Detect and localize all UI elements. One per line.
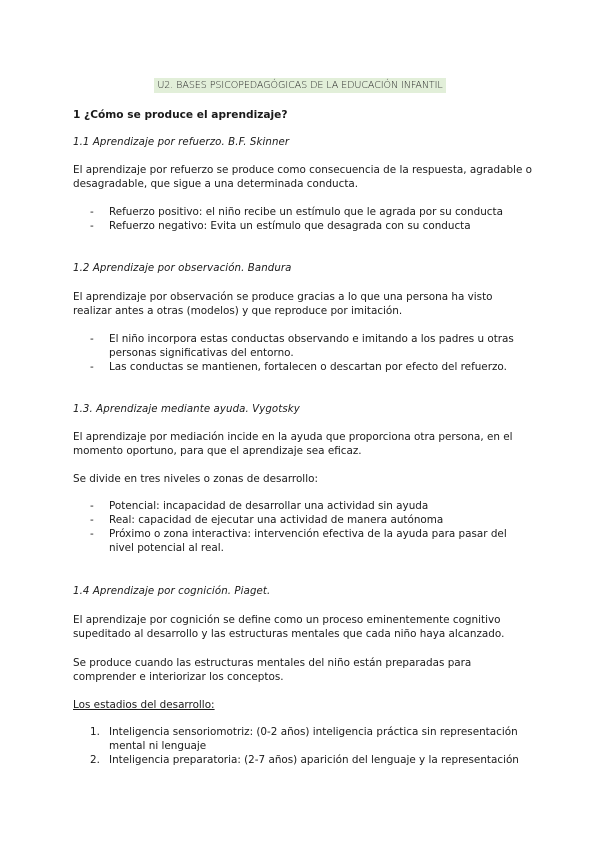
document-title: U2. BASES PSICOPEDAGÓGICAS DE LA EDUCACIÓN INFANTIL <box>154 78 445 93</box>
heading-1-3: 1.3. Aprendizaje mediante ayuda. Vygotsky <box>73 404 300 415</box>
paragraph-1-1: El aprendizaje por refuerzo se produce como consecuencia de la respuesta, agradable o desagradable, que sigue a una determinada conducta. <box>73 164 532 190</box>
subheading-stages: Los estadios del desarrollo: <box>73 699 215 711</box>
bullet-dash: - <box>90 206 94 218</box>
heading-1-2: 1.2 Aprendizaje por observación. Bandura <box>73 263 292 274</box>
list-item: - Real: capacidad de ejecutar una actividad de manera autónoma <box>90 514 444 526</box>
title-wrap <box>0 73 600 93</box>
list-1-1 <box>90 205 530 233</box>
bullet-dash: - <box>90 361 94 373</box>
heading-1-4: 1.4 Aprendizaje por cognición. Piaget. <box>73 586 271 597</box>
paragraph-1-4b: Se produce cuando las estructuras mentales del niño están preparadas para comprender e interiorizar los conceptos. <box>73 657 472 683</box>
bullet-dash: - <box>90 528 94 540</box>
bullet-dash: - <box>90 500 94 512</box>
heading-1-1: 1.1 Aprendizaje por refuerzo. B.F. Skinner <box>73 137 290 148</box>
item-number: 2. <box>90 754 100 766</box>
list-1-3 <box>90 499 530 555</box>
list-item: 2. Inteligencia preparatoria: (2-7 años) aparición del lenguaje y la representación <box>90 754 519 766</box>
bullet-dash: - <box>90 333 94 345</box>
list-item: - Las conductas se mantienen, fortalecen o descartan por efecto del refuerzo. <box>90 361 507 373</box>
item-number: 1. <box>90 726 100 738</box>
list-item: - Próximo o zona interactiva: intervención efectiva de la ayuda para pasar del nivel potencial al real. <box>90 528 507 554</box>
list-item: - Refuerzo positivo: el niño recibe un estímulo que le agrada por su conducta <box>90 206 503 218</box>
paragraph-1-3: El aprendizaje por mediación incide en la ayuda que proporciona otra persona, en el momento oportuno, para que el aprendizaje sea eficaz. <box>73 431 513 457</box>
list-1-2 <box>90 332 530 374</box>
list-item: - Potencial: incapacidad de desarrollar una actividad sin ayuda <box>90 500 429 512</box>
heading-main: 1 ¿Cómo se produce el aprendizaje? <box>73 109 288 121</box>
paragraph-1-4: El aprendizaje por cognición se define como un proceso eminentemente cognitivo supeditado al desarrollo y las estructuras mentales que cada niño haya alcanzado. <box>73 614 505 640</box>
list-item: 1. Inteligencia sensoriomotriz: (0-2 años) inteligencia práctica sin representación mental ni lenguaje <box>90 726 518 752</box>
paragraph-1-3b: Se divide en tres niveles o zonas de desarrollo: <box>73 473 318 485</box>
list-stages <box>90 725 530 767</box>
bullet-dash: - <box>90 514 94 526</box>
bullet-dash: - <box>90 220 94 232</box>
paragraph-1-2: El aprendizaje por observación se produce gracias a lo que una persona ha visto realizar antes a otras (modelos) y que reproduce por imitación. <box>73 291 493 317</box>
list-item: - El niño incorpora estas conductas observando e imitando a los padres u otras personas significativas del entorno. <box>90 333 514 359</box>
list-item: - Refuerzo negativo: Evita un estímulo que desagrada con su conducta <box>90 220 471 232</box>
